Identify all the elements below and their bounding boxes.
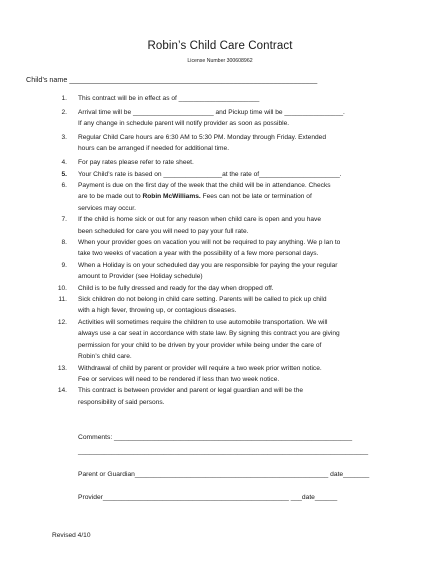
license-number: License Number 300608962 <box>187 58 253 64</box>
clause-number: 7. <box>61 216 67 224</box>
clause-number: 10. <box>57 284 67 292</box>
clause-text: Sick children do not belong in child care setting. Parents will be called to pick up child with a high fever, throwing up, or contagious diseases. <box>78 296 327 315</box>
list-item <box>0 294 420 317</box>
clause-number: 5. <box>61 170 67 178</box>
clause-number: 8. <box>61 239 67 247</box>
clause-number: 9. <box>61 261 67 269</box>
clause-number: 4. <box>61 159 67 167</box>
list-item <box>0 237 420 260</box>
list-item <box>0 363 420 386</box>
clause-number: 3. <box>61 134 67 141</box>
clause-text: When a Holiday is on your scheduled day you are responsible for paying the your regular amount to Provider (see Holiday schedule) <box>78 261 338 281</box>
list-item <box>0 260 420 283</box>
provider-signature: Provider__________________________________________________ ___date______ <box>78 494 338 501</box>
list-item <box>0 107 420 130</box>
clause-text: Payment is due on the first day of the week that the child will be in attendance. Checks are to be made out to Robin McWilliams. Fees can not be late or termination of services may occur. <box>78 182 331 212</box>
list-item <box>0 180 420 214</box>
list-item <box>0 157 420 168</box>
list-item <box>0 317 420 363</box>
clause-text: Regular Child Care hours are 6:30 AM to 5:30 PM. Monday through Friday. Extended hours can be arranged if needed for additional time. <box>78 134 327 153</box>
clause-text: If the child is home sick or out for any reason when child care is open and you have been scheduled for care you will need to pay your full rate. <box>78 216 322 235</box>
comments-field-continued: ______________________________________________________________________________ <box>78 448 369 455</box>
clause-list <box>0 93 420 408</box>
clause-number: 13. <box>57 364 67 372</box>
clause-number: 2. <box>61 108 67 116</box>
clause-number: 1. <box>61 95 67 102</box>
clause-text: This contract is between provider and parent or legal guardian and will be the responsibility of said persons. <box>78 387 304 406</box>
revision-note: Revised 4/10 <box>52 532 91 539</box>
clause-text: For pay rates please refer to rate sheet. <box>78 159 194 167</box>
clause-text: When your provider goes on vacation you will not be required to pay anything. We p lan to take two weeks of vacation a year with the possibility of a few more personal days. <box>78 239 341 258</box>
clause-number: 14. <box>57 387 67 395</box>
list-item <box>0 385 420 408</box>
payee-name: Robin McWilliams. <box>142 193 201 201</box>
clause-text: Child is to be fully dressed and ready for the day when dropped off. <box>78 284 274 292</box>
clause-text: This contract will be in effect as of ______________________ <box>78 95 260 102</box>
contract-title: Robin’s Child Care Contract <box>147 40 293 52</box>
parent-guardian-signature: Parent or Guardian____________________________________________________ date_______ <box>78 471 370 478</box>
list-item <box>0 283 420 294</box>
clause-number: 12. <box>57 318 67 326</box>
comments-field: Comments: ________________________________________________________________ <box>78 434 353 441</box>
list-item <box>0 214 420 237</box>
list-item <box>0 132 420 155</box>
list-item <box>0 169 420 180</box>
clause-text: Your Child’s rate is based on ________________at the rate of______________________. <box>78 170 342 178</box>
clause-text: Arrival time will be ______________________ and Pickup time will be ________________. If any change in schedule parent will notify provider as soon as possible. <box>78 108 345 128</box>
child-name-field: Child’s name ______________________________________________________________ <box>26 75 318 84</box>
clause-number: 6. <box>61 182 67 190</box>
list-item <box>0 93 420 104</box>
clause-text: Withdrawal of child by parent or provider will require a two week prior written notice. Fee or services will need to be rendered if less than two week notice. <box>78 364 322 383</box>
clause-text: Activities will sometimes require the children to use automobile transportation. We will always use a car seat in accordance with state law. By signing this contract you are giving permission for your child to be driven by your provider while being under the care of Robin’s child care. <box>78 318 340 361</box>
clause-number: 11. <box>58 296 67 304</box>
